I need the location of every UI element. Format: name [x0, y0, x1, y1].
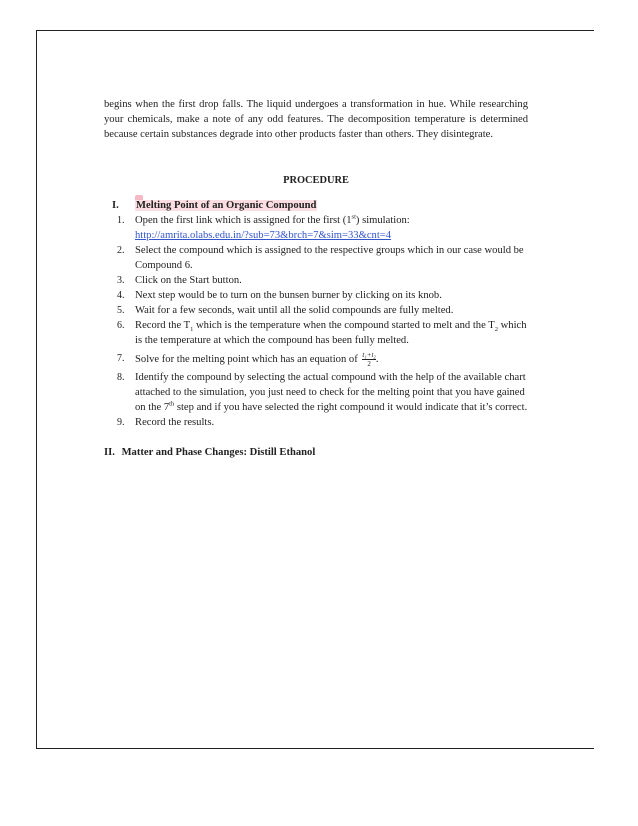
step-4: 4. Next step would be to turn on the bunsen burner by clicking on its knob.: [117, 290, 442, 301]
section-1-title: [104, 198, 528, 213]
section-2-text: Matter and Phase Changes: Distill Ethanol: [121, 447, 316, 458]
step-7: 7. Solve for the melting point which has an equation of $\frac{\text{t₁+t₂}}{2}$ .: [117, 351, 379, 368]
step-2: 2. Select the compound which is assigned to the respective groups which in our case would be Compound 6.: [117, 245, 524, 271]
step-3: 3. Click on the Start button.: [117, 275, 242, 286]
step-1: 1. Open the first link which is assigned for the first (1st) simulation: http://amrita.olabs.edu.in/?sub=73&brch=7&sim=33&cnt=4: [117, 213, 410, 241]
step-9: 9. Record the results.: [117, 417, 215, 428]
step-8: 8. Identify the compound by selecting the actual compound with the help of the available chart attached to the simulation, you just need to check for the melting point that you have gained on the 7th step and if you have selected the right compound it would indicate that it’s correct.: [117, 372, 528, 413]
intro-paragraph: begins when the first drop falls. The liquid undergoes a transformation in hue. While researching your chemicals, make a note of any odd features. The decomposition temperature is determined because certain substances degrade into other products faster than others. They disintegrate.: [104, 99, 528, 140]
step-5: 5. Wait for a few seconds, wait until all the solid compounds are fully melted.: [117, 305, 454, 316]
section-1-text: Melting Point of an Organic Compound: [136, 200, 317, 211]
document-body: [104, 97, 528, 460]
section-1-number: I.: [112, 200, 119, 211]
step-6: 6. Record the $T_1$ which is the temperature when the compound started to melt and the $T_2$ which is the temperature at which the compound has been fully melted.: [117, 320, 527, 346]
procedure-steps: [104, 213, 528, 430]
procedure-heading: PROCEDURE: [283, 175, 349, 186]
section-2-title: [104, 445, 528, 460]
melting-point-equation: $\frac{\text{t₁+t₂}}{2}$: [362, 351, 376, 368]
simulation-link[interactable]: http://amrita.olabs.edu.in/?sub=73&brch=7&sim=33&cnt=4: [135, 230, 392, 241]
section-2-number: II.: [104, 447, 115, 458]
